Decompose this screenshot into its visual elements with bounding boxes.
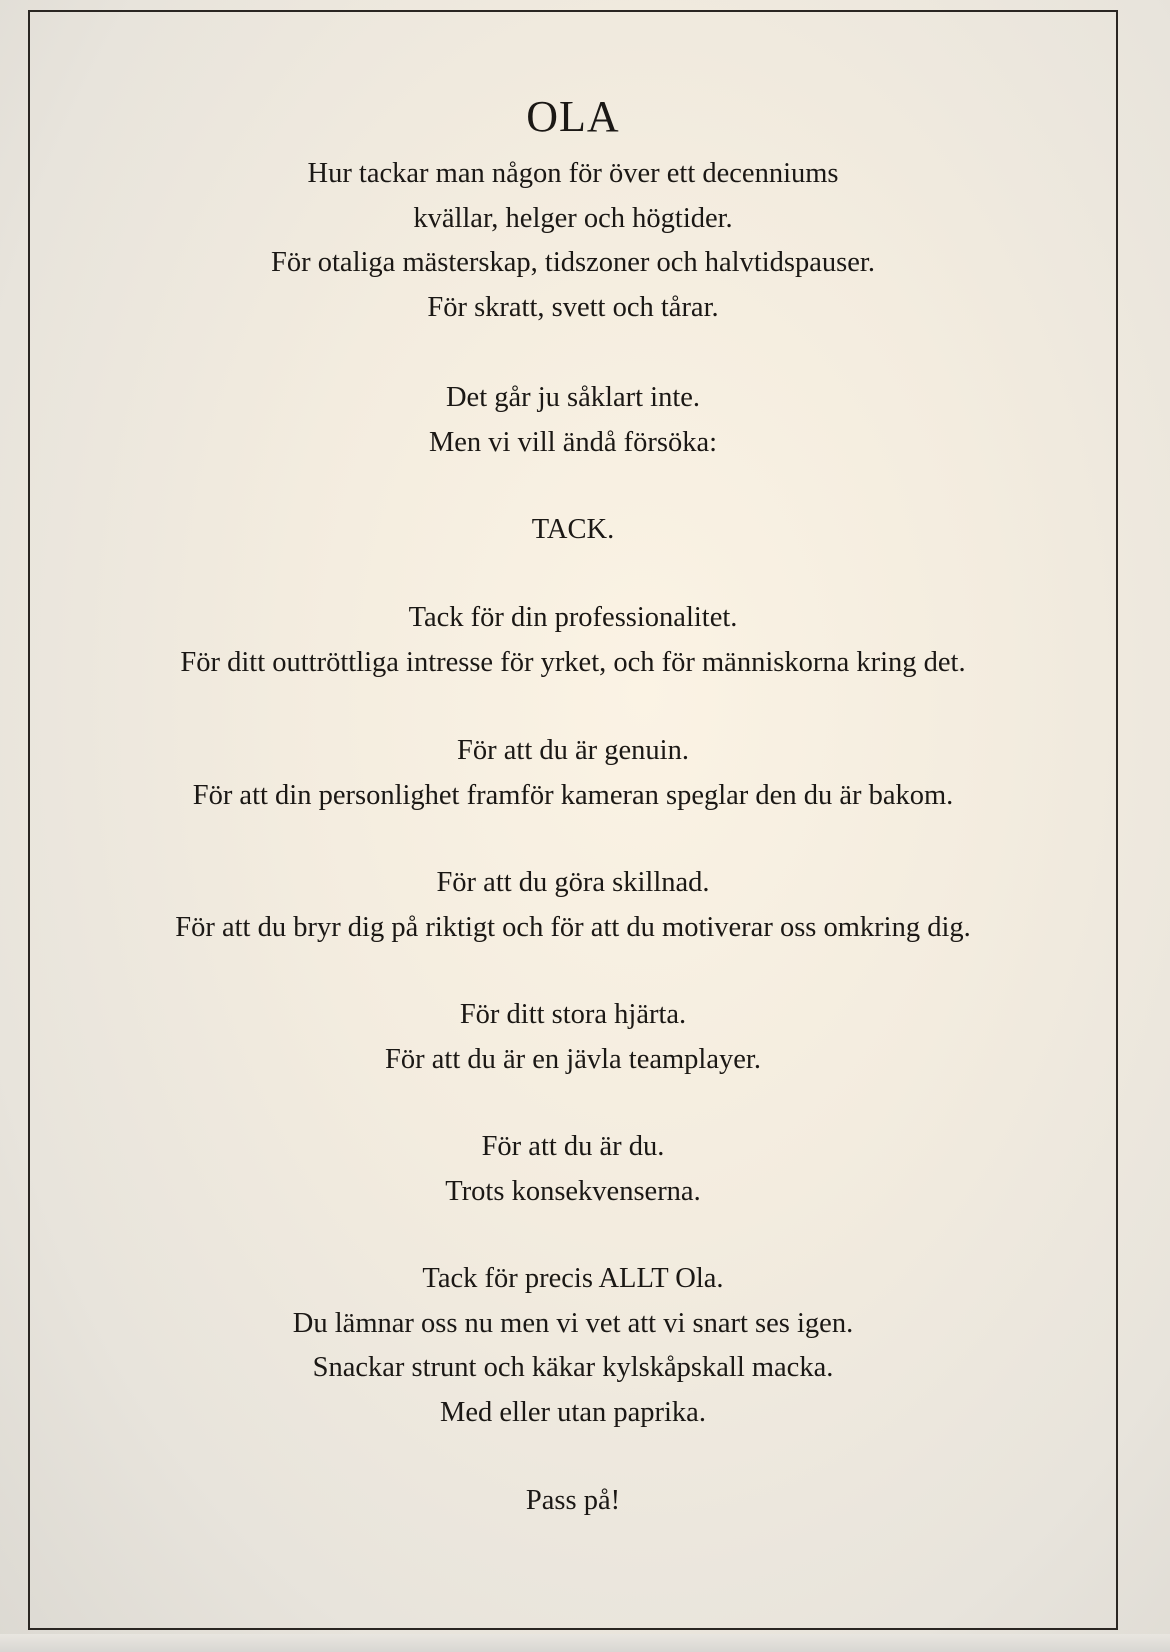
card-line: För ditt outtröttliga intresse för yrket, och för människorna kring det. bbox=[180, 646, 966, 678]
stanza-heart bbox=[30, 993, 1116, 1082]
card-line: Tack för precis ALLT Ola. bbox=[422, 1263, 724, 1294]
stanza-you bbox=[30, 1125, 1116, 1214]
stanza-sign-off bbox=[30, 1479, 1116, 1524]
card-line: För otaliga mästerskap, tidszoner och halvtidspauser. bbox=[271, 247, 875, 278]
card-line: Pass på! bbox=[525, 1485, 621, 1516]
stanza-difference bbox=[30, 861, 1116, 950]
surface-edge bbox=[0, 1634, 1170, 1652]
card-line: För ditt stora hjärta. bbox=[459, 999, 687, 1030]
card-line: Hur tackar man någon för över ett decenniums bbox=[307, 158, 839, 189]
card-line: Trots konsekvenserna. bbox=[445, 1175, 701, 1207]
card-line: Tack för din professionalitet. bbox=[408, 602, 738, 633]
card-line: För att du är genuin. bbox=[457, 735, 689, 766]
card-line: För att du göra skillnad. bbox=[436, 867, 710, 898]
card-line: Men vi vill ändå försöka: bbox=[428, 426, 718, 458]
card-border-frame bbox=[28, 10, 1118, 1630]
stanza-farewell bbox=[30, 1257, 1116, 1435]
stanza-intro bbox=[30, 152, 1116, 330]
card-line: För att din personlighet framför kameran speglar den du är bakom. bbox=[192, 779, 954, 811]
card-line: Snackar strunt och käkar kylskåpskall macka. bbox=[312, 1352, 834, 1383]
card-line: Med eller utan paprika. bbox=[440, 1396, 706, 1428]
thank-you-card bbox=[30, 12, 1116, 1628]
card-line: TACK. bbox=[531, 514, 615, 545]
stanza-genuine bbox=[30, 729, 1116, 818]
card-line: Det går ju såklart inte. bbox=[445, 382, 701, 413]
card-line: kvällar, helger och högtider. bbox=[413, 202, 733, 234]
stanza-professionalism bbox=[30, 596, 1116, 685]
card-line: Du lämnar oss nu men vi vet att vi snart ses igen. bbox=[292, 1307, 854, 1339]
card-title: OLA bbox=[526, 92, 620, 141]
card-line: För att du bryr dig på riktigt och för att du motiverar oss omkring dig. bbox=[175, 911, 971, 943]
card-line: För att du är en jävla teamplayer. bbox=[385, 1043, 761, 1075]
card-line: För skratt, svett och tårar. bbox=[427, 291, 719, 323]
card-line: För att du är du. bbox=[481, 1131, 665, 1162]
stanza-attempt bbox=[30, 376, 1116, 465]
stanza-tack bbox=[30, 508, 1116, 553]
